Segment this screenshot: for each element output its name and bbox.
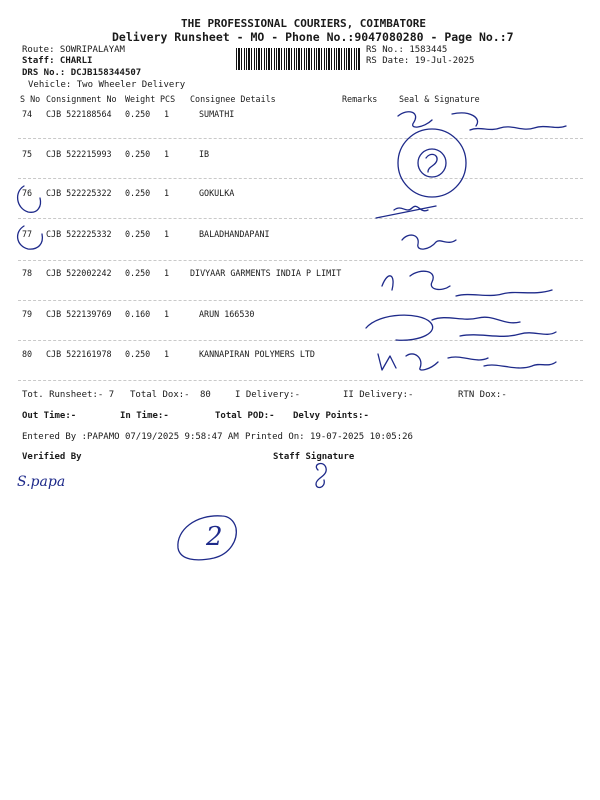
page-mark-handwriting: 2 <box>206 522 223 552</box>
i-delivery-label: I Delivery:- <box>235 390 301 400</box>
row-pcs: 1 <box>164 149 170 159</box>
ii-delivery-label: II Delivery:- <box>343 390 414 400</box>
entered-by: Entered By :PAPAMO 07/19/2025 9:58:47 AM <box>22 432 239 442</box>
row-sno: 78 <box>22 268 33 278</box>
total-pod-label: Total POD:- <box>215 411 275 421</box>
total-dox-label: Total Dox:- <box>130 390 190 400</box>
row-weight: 0.250 <box>125 268 151 278</box>
col-header-consignment: Consignment No <box>46 94 117 104</box>
row-pcs: 1 <box>164 229 170 239</box>
row-consignment: CJB 522139769 <box>46 309 112 319</box>
signature-79 <box>366 315 556 340</box>
row-pcs: 1 <box>164 188 170 198</box>
staff-label: Staff: CHARLI <box>22 56 93 66</box>
col-header-pcs: PCS <box>160 94 176 104</box>
circle-mark-77 <box>18 226 43 249</box>
row-consignee: DIVYAAR GARMENTS INDIA P LIMIT <box>190 268 342 278</box>
row-consignment: CJB 522225332 <box>46 229 112 239</box>
row-sno: 80 <box>22 349 33 359</box>
signature-78 <box>382 271 552 296</box>
signature-77 <box>402 235 456 249</box>
drs-number: DRS No.: DCJB158344507 <box>22 68 142 78</box>
row-consignment: CJB 522215993 <box>46 149 112 159</box>
company-title: THE PROFESSIONAL COURIERS, COIMBATORE <box>181 17 427 30</box>
out-time-label: Out Time:- <box>22 411 77 421</box>
stamp-logo <box>426 154 437 172</box>
stamp-outer-ring <box>398 129 466 197</box>
staff-signature <box>316 464 326 488</box>
signature-74 <box>398 112 478 127</box>
bank-stamp <box>398 129 466 197</box>
row-sno: 76 <box>22 188 33 198</box>
row-sno: 74 <box>22 109 33 119</box>
row-consignee: BALADHANDAPANI <box>199 229 270 239</box>
row-sno: 77 <box>22 229 33 239</box>
total-runsheet: Tot. Runsheet:- 7 <box>22 390 115 400</box>
col-header-remarks: Remarks <box>342 94 378 104</box>
col-header-weight: Weight <box>125 94 156 104</box>
delivery-points-label: Delvy Points:- <box>293 411 369 421</box>
staff-signature-label: Staff Signature <box>273 452 355 462</box>
row-pcs: 1 <box>164 109 170 119</box>
row-consignee: SUMATHI <box>199 109 235 119</box>
route-label: Route: SOWRIPALAYAM <box>22 45 125 55</box>
row-weight: 0.250 <box>125 188 151 198</box>
col-header-seal: Seal & Signature <box>399 94 480 104</box>
row-consignment: CJB 522225322 <box>46 188 112 198</box>
stamp-inner-ring <box>418 149 446 177</box>
rs-date: RS Date: 19-Jul-2025 <box>366 56 475 66</box>
row-consignee: GOKULKA <box>199 188 235 198</box>
circle-mark-76 <box>18 186 41 212</box>
row-pcs: 1 <box>164 309 170 319</box>
total-dox-value: 80 <box>200 390 211 400</box>
signature-76 <box>376 206 436 218</box>
col-header-sno: S No <box>20 94 41 104</box>
row-consignee: IB <box>199 149 210 159</box>
row-weight: 0.250 <box>125 349 151 359</box>
rtn-dox-label: RTN Dox:- <box>458 390 507 400</box>
row-weight: 0.250 <box>125 149 151 159</box>
row-pcs: 1 <box>164 349 170 359</box>
signature-74-text <box>470 126 566 130</box>
vehicle-label: Vehicle: Two Wheeler Delivery <box>28 80 186 90</box>
row-consignee: ARUN 166530 <box>199 309 255 319</box>
row-sno: 79 <box>22 309 33 319</box>
verified-by-label: Verified By <box>22 452 82 462</box>
row-consignment: CJB 522161978 <box>46 349 112 359</box>
row-weight: 0.250 <box>125 109 151 119</box>
signature-80 <box>378 354 556 370</box>
row-pcs: 1 <box>164 268 170 278</box>
page-mark-circle <box>178 516 236 560</box>
row-consignee: KANNAPIRAN POLYMERS LTD <box>199 349 315 359</box>
runsheet-subtitle: Delivery Runsheet - MO - Phone No.:9047080280 - Page No.:7 <box>112 30 514 44</box>
row-consignment: CJB 522188564 <box>46 109 112 119</box>
row-weight: 0.160 <box>125 309 151 319</box>
verifier-handwriting: S.papa <box>17 474 66 490</box>
rs-number: RS No.: 1583445 <box>366 45 448 55</box>
row-sno: 75 <box>22 149 33 159</box>
col-header-consignee: Consignee Details <box>190 94 276 104</box>
printed-on: Printed On: 19-07-2025 10:05:26 <box>245 432 413 442</box>
row-consignment: CJB 522002242 <box>46 268 112 278</box>
in-time-label: In Time:- <box>120 411 169 421</box>
row-weight: 0.250 <box>125 229 151 239</box>
